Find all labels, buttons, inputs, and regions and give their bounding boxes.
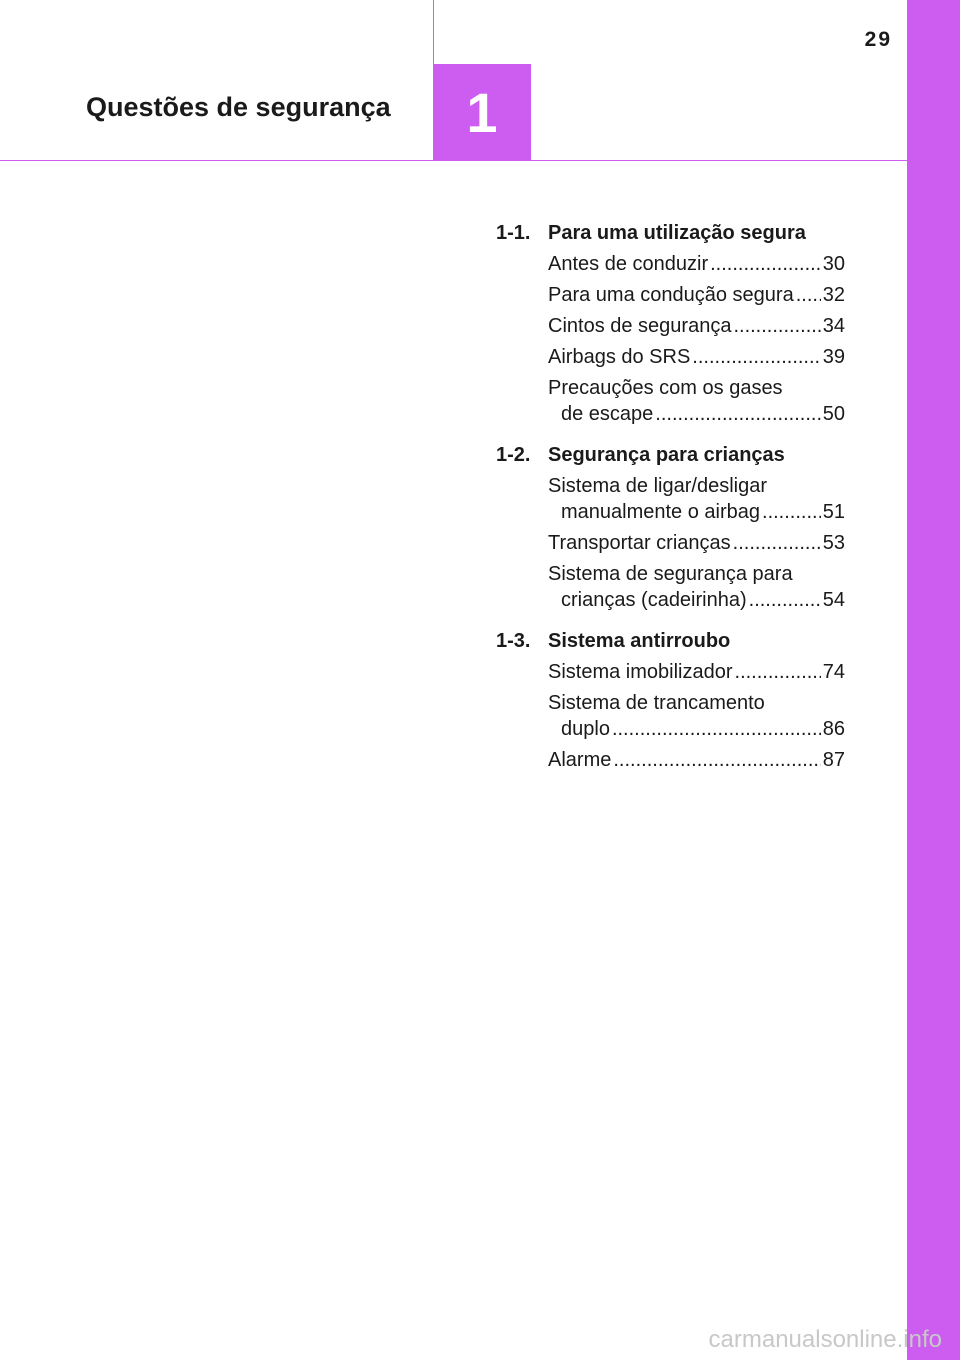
toc-entry-line xyxy=(548,375,845,401)
toc-entry-line xyxy=(548,747,845,773)
toc-entry[interactable] xyxy=(548,528,845,559)
toc-entry[interactable] xyxy=(548,311,845,342)
dot-leader xyxy=(655,401,820,427)
toc-entry-text: Precauções com os gases xyxy=(548,377,783,399)
section-title: Segurança para crianças xyxy=(548,444,785,466)
toc-entry-text: Sistema imobilizador xyxy=(548,661,733,683)
section-title: Para uma utilização segura xyxy=(548,222,806,244)
dot-leader xyxy=(733,313,820,339)
toc-entry[interactable] xyxy=(548,280,845,311)
header-divider-vertical xyxy=(433,0,434,64)
toc-entry-text: crianças (cadeirinha) xyxy=(561,589,747,611)
toc-entry-line xyxy=(548,473,845,499)
toc-entry-text: Alarme xyxy=(548,749,612,771)
dot-leader xyxy=(749,587,821,613)
toc-section-heading xyxy=(496,440,845,471)
toc-page-number: 74 xyxy=(822,661,845,683)
toc-entry-text: Sistema de trancamento xyxy=(548,692,765,714)
toc-page-number: 54 xyxy=(822,589,845,611)
toc-page-number: 30 xyxy=(822,253,845,275)
dot-leader xyxy=(735,659,821,685)
toc-entry-text: Transportar crianças xyxy=(548,532,731,554)
chapter-number: 1 xyxy=(466,81,498,144)
dot-leader xyxy=(612,716,821,742)
dot-leader xyxy=(692,344,820,370)
toc-page-number: 50 xyxy=(822,403,845,425)
section-number: 1-1. xyxy=(496,222,531,244)
toc-entry-line xyxy=(548,313,845,339)
toc-entry-line xyxy=(548,690,845,716)
toc-section xyxy=(496,440,845,616)
toc-section xyxy=(496,218,845,430)
toc-entry-text: Cintos de segurança xyxy=(548,315,732,337)
toc-entry[interactable] xyxy=(548,342,845,373)
toc-page-number: 53 xyxy=(822,532,845,554)
dot-leader xyxy=(733,530,821,556)
toc-entry[interactable] xyxy=(548,559,845,616)
section-number: 1-3. xyxy=(496,630,531,652)
toc-entry-text: Sistema de ligar/desligar xyxy=(548,475,767,497)
toc-entry[interactable] xyxy=(548,373,845,430)
toc-entry-line xyxy=(548,716,845,742)
toc-page-number: 34 xyxy=(822,315,845,337)
toc-entry-line xyxy=(548,587,845,613)
toc-page-number: 87 xyxy=(822,749,845,771)
toc-entry-line xyxy=(548,344,845,370)
toc-section-heading xyxy=(496,626,845,657)
toc-entry-line xyxy=(548,659,845,685)
section-number: 1-2. xyxy=(496,444,531,466)
chapter-title: Questões de segurança xyxy=(86,92,391,122)
toc-entry-text: Para uma condução segura xyxy=(548,284,794,306)
toc-entry-line xyxy=(548,282,845,308)
toc-entry-text: Airbags do SRS xyxy=(548,346,691,368)
toc-entry-text: Antes de conduzir xyxy=(548,253,709,275)
dot-leader xyxy=(613,747,820,773)
table-of-contents xyxy=(496,218,845,786)
section-title: Sistema antirroubo xyxy=(548,630,731,652)
watermark: carmanualsonline.info xyxy=(708,1326,942,1353)
toc-entry-text: de escape xyxy=(561,403,654,425)
toc-entry-line xyxy=(548,401,845,427)
page-number: 29 xyxy=(864,28,892,51)
chapter-number-tab xyxy=(433,64,531,161)
toc-page-number: 32 xyxy=(822,284,845,306)
toc-entry-line xyxy=(548,530,845,556)
dot-leader xyxy=(710,251,821,277)
toc-page-number: 39 xyxy=(822,346,845,368)
toc-section xyxy=(496,626,845,776)
toc-page-number: 86 xyxy=(822,718,845,740)
toc-entry-line xyxy=(548,499,845,525)
toc-entry-text: Sistema de segurança para xyxy=(548,563,793,585)
toc-entry[interactable] xyxy=(548,657,845,688)
toc-entry[interactable] xyxy=(548,745,845,776)
toc-entry[interactable] xyxy=(548,249,845,280)
toc-entry-text: duplo xyxy=(561,718,610,740)
toc-entry-line xyxy=(548,561,845,587)
toc-entry[interactable] xyxy=(548,688,845,745)
toc-section-heading xyxy=(496,218,845,249)
toc-entry-line xyxy=(548,251,845,277)
toc-entry-text: manualmente o airbag xyxy=(561,501,761,523)
toc-entry[interactable] xyxy=(548,471,845,528)
dot-leader xyxy=(762,499,821,525)
side-color-bar xyxy=(907,0,960,1360)
dot-leader xyxy=(796,282,821,308)
toc-page-number: 51 xyxy=(822,501,845,523)
